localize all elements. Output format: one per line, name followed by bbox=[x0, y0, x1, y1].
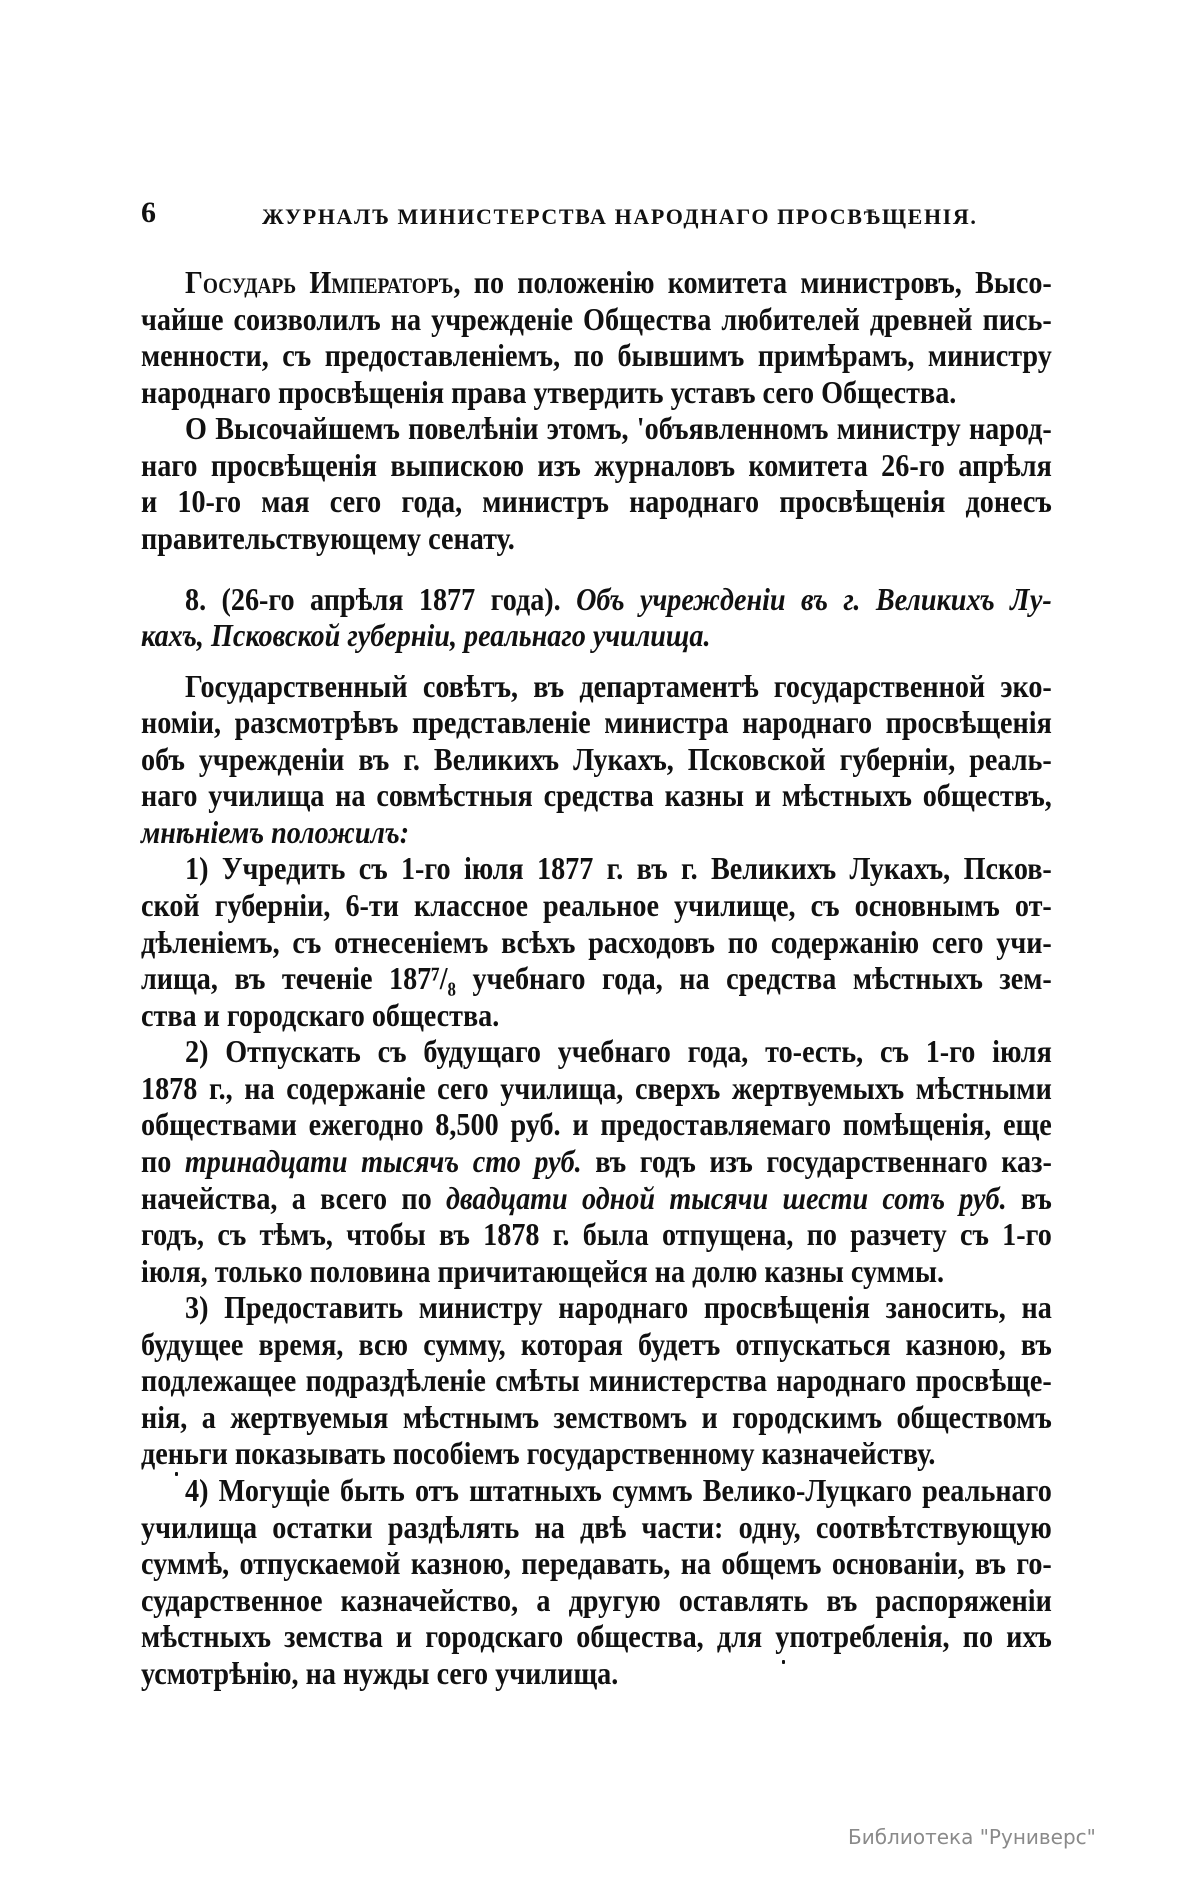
text-line bbox=[141, 850, 1052, 887]
text-segment: 8. (26-го апрѣля 1877 года). bbox=[185, 580, 577, 617]
text-line bbox=[141, 1180, 1052, 1217]
text-segment: Государственный совѣтъ, въ департаментѣ государственной эко- bbox=[185, 667, 1052, 704]
text-segment: обществами ежегодно 8,500 руб. и предоставляемаго помѣщенія, еще bbox=[141, 1106, 1052, 1143]
paragraph bbox=[141, 264, 1052, 410]
text-segment: номіи, разсмотрѣвъ представленіе министра народнаго просвѣщенія bbox=[141, 704, 1052, 741]
text-line bbox=[141, 704, 1052, 741]
text-segment: годъ, съ тѣмъ, чтобы въ 1878 г. была отпущена, по разчету съ 1-го bbox=[141, 1216, 1052, 1253]
text-segment: , по положенію комитета министровъ, Высо- bbox=[453, 264, 1052, 300]
text-segment: объ учрежденіи въ г. Великихъ Лукахъ, Псковской губерніи, реаль- bbox=[141, 740, 1052, 777]
text-segment: ства и городскаго общества. bbox=[141, 996, 500, 1033]
text-line bbox=[141, 668, 1052, 705]
text-line bbox=[141, 1289, 1052, 1326]
paragraph bbox=[141, 668, 1052, 851]
text-line bbox=[141, 1326, 1052, 1363]
text-segment: чайше соизволилъ на учрежденіе Общества любителей древней пись- bbox=[141, 300, 1052, 337]
text-segment: усмотрѣнію, на нужды сего училища. bbox=[141, 1654, 619, 1691]
page-number: 6 bbox=[141, 196, 156, 229]
text-segment: наго училища на совмѣстныя средства казны и мѣстныхъ обществъ, bbox=[141, 777, 1052, 814]
italic-text: мнѣніемъ положилъ: bbox=[141, 813, 410, 850]
text-segment: въ bbox=[1006, 1179, 1052, 1216]
text-segment: училища остатки раздѣлять на двѣ части: одну, соотвѣтствующую bbox=[141, 1508, 1052, 1545]
text-line bbox=[141, 1399, 1052, 1436]
text-segment: наго просвѣщенія выпискою изъ журналовъ комитета 26-го апрѣля bbox=[141, 446, 1052, 483]
text-line bbox=[141, 1545, 1052, 1582]
text-segment: народнаго просвѣщенія права утвердить уставъ сего Общества. bbox=[141, 373, 957, 410]
text-line bbox=[141, 410, 1052, 447]
print-speck bbox=[782, 1660, 785, 1664]
text-segment: 4) Могущіе быть отъ штатныхъ суммъ Велико-Луцкаго реальнаго bbox=[185, 1472, 1052, 1508]
text-segment: деньги показывать пособіемъ государственному казначейству. bbox=[141, 1435, 936, 1472]
text-line bbox=[141, 1143, 1052, 1180]
text-segment: мѣстныхъ земства и городскаго общества, для употребленія, по ихъ bbox=[141, 1618, 1052, 1655]
text-segment: 1) Учредить съ 1-го іюля 1877 г. въ г. Великихъ Лукахъ, Псков- bbox=[185, 850, 1052, 887]
text-column bbox=[141, 264, 1052, 1691]
text-line bbox=[141, 301, 1052, 338]
text-segment: начейства, а всего по bbox=[141, 1179, 447, 1216]
text-line bbox=[141, 447, 1052, 484]
text-line bbox=[141, 1253, 1052, 1290]
text-segment: О Высочайшемъ повелѣніи этомъ, 'объявленномъ министру народ- bbox=[185, 410, 1052, 447]
text-line bbox=[141, 617, 1052, 654]
text-segment: будущее время, всю сумму, которая будетъ отпускаться казною, въ bbox=[141, 1325, 1052, 1362]
paragraph bbox=[141, 410, 1052, 556]
text-line bbox=[141, 997, 1052, 1034]
text-line bbox=[141, 1033, 1052, 1070]
print-speck bbox=[175, 1472, 178, 1476]
text-line bbox=[141, 483, 1052, 520]
text-line bbox=[141, 264, 1052, 301]
text-line bbox=[141, 814, 1052, 851]
text-segment: лища, въ теченіе 187⁷/₈ учебнаго года, на средства мѣстныхъ зем- bbox=[141, 960, 1052, 997]
text-segment: 1878 г., на содержаніе сего училища, сверхъ жертвуемыхъ мѣстными bbox=[141, 1069, 1052, 1106]
text-line bbox=[141, 1070, 1052, 1107]
italic-text: тринадцати тысячъ сто руб. bbox=[184, 1142, 582, 1179]
text-line bbox=[141, 1509, 1052, 1546]
text-segment: нія, а жертвуемыя мѣстнымъ земствомъ и городскимъ обществомъ bbox=[141, 1398, 1052, 1435]
text-segment: дѣленіемъ, съ отнесеніемъ всѣхъ расходовъ по содержанію сего учи- bbox=[141, 923, 1052, 960]
paragraph bbox=[141, 1472, 1052, 1691]
text-line bbox=[141, 1655, 1052, 1692]
text-line bbox=[141, 960, 1052, 997]
text-line bbox=[141, 1472, 1052, 1509]
text-segment: по bbox=[141, 1142, 185, 1179]
paragraph bbox=[141, 1289, 1052, 1472]
italic-text: Объ учрежденіи въ г. Великихъ Лу- bbox=[576, 580, 1052, 617]
text-line bbox=[141, 1435, 1052, 1472]
text-segment: и 10-го мая сего года, министръ народнаго просвѣщенія донесъ bbox=[141, 483, 1052, 520]
running-title: ЖУРНАЛЪ МИНИСТЕРСТВА НАРОДНАГО ПРОСВѢЩЕНІЯ. bbox=[262, 204, 978, 229]
text-segment: правительствующему сенату. bbox=[141, 519, 515, 556]
paragraph bbox=[141, 581, 1052, 654]
text-line bbox=[141, 1582, 1052, 1619]
text-line bbox=[141, 337, 1052, 374]
text-segment: сударственное казначейство, а другую оставлять въ распоряженіи bbox=[141, 1581, 1052, 1618]
paragraph bbox=[141, 850, 1052, 1033]
text-segment: въ годъ изъ государственнаго каз- bbox=[581, 1142, 1052, 1179]
text-line bbox=[141, 777, 1052, 814]
text-line bbox=[141, 887, 1052, 924]
text-segment: подлежащее подраздѣленіе смѣты министерства народнаго просвѣще- bbox=[141, 1362, 1052, 1399]
italic-text: кахъ, Псковской губерніи, реальнаго училища. bbox=[141, 617, 711, 654]
text-segment: 3) Предоставить министру народнаго просвѣщенія заносить, на bbox=[185, 1289, 1052, 1326]
text-segment: ской губерніи, 6-ти классное реальное училище, съ основнымъ от- bbox=[141, 887, 1052, 923]
text-segment: іюля, только половина причитающейся на долю казны суммы. bbox=[141, 1252, 945, 1289]
text-segment: Государь Императоръ bbox=[185, 264, 454, 300]
text-line bbox=[141, 1106, 1052, 1143]
italic-text: двадцати одной тысячи шести сотъ руб. bbox=[446, 1179, 1007, 1216]
text-line bbox=[141, 374, 1052, 411]
text-segment: менности, съ предоставленіемъ, по бывшимъ примѣрамъ, министру bbox=[141, 337, 1052, 374]
text-segment: 2) Отпускать съ будущаго учебнаго года, то-есть, съ 1-го іюля bbox=[185, 1033, 1052, 1070]
text-line bbox=[141, 924, 1052, 961]
text-segment: суммѣ, отпускаемой казною, передавать, на общемъ основаніи, въ го- bbox=[141, 1545, 1052, 1582]
text-line bbox=[141, 520, 1052, 557]
text-line bbox=[141, 1618, 1052, 1655]
text-line bbox=[141, 1216, 1052, 1253]
text-line bbox=[141, 741, 1052, 778]
text-line bbox=[141, 581, 1052, 618]
library-watermark: Библиотека "Руниверс" bbox=[848, 1825, 1096, 1849]
paragraph bbox=[141, 1033, 1052, 1289]
text-line bbox=[141, 1362, 1052, 1399]
